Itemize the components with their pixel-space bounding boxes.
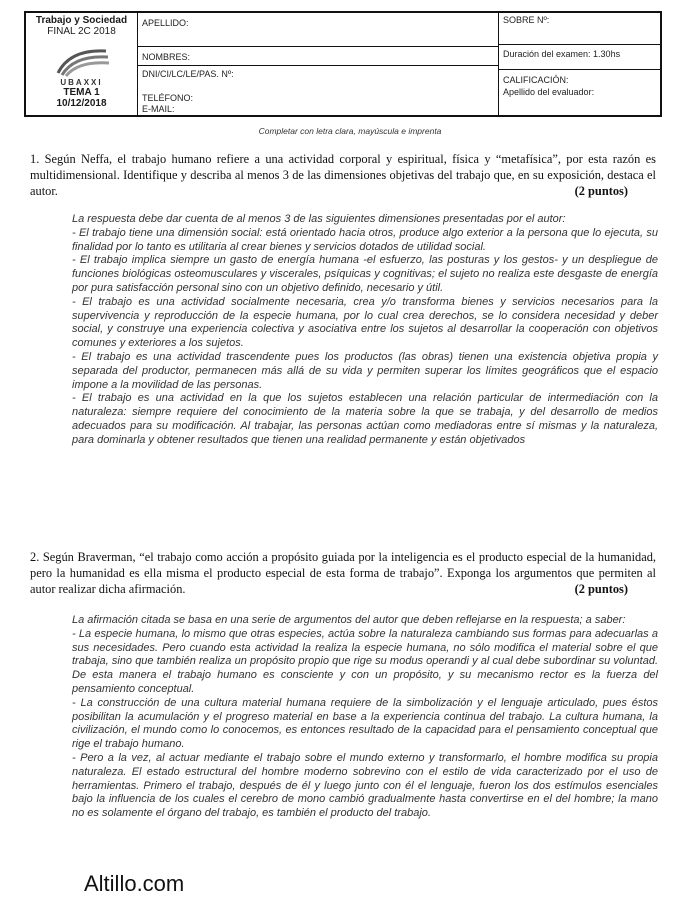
- question-2-text: 2. Según Braverman, “el trabajo como acción a propósito guiada por la inteligencia es el producto especial de la humanidad, pero la humanidad es ella misma el producto especial de esta forma de trabajo”. Exponga los argumentos que permiten al autor realizar dicha afirmación.: [30, 550, 656, 596]
- exam-header: [24, 11, 662, 117]
- course-name: Trabajo y Sociedad: [35, 15, 128, 26]
- apellido-field[interactable]: APELLIDO:: [142, 18, 189, 28]
- exam-info-column: [499, 13, 660, 115]
- answer-paragraph: - La especie humana, lo mismo que otras especies, actúa sobre la naturaleza cambiando sus formas para adecuarlas a sus necesidades. Pero cuando esta actividad la realiza la especie humana, no sólo modifica el material sobre el que trabaja, sino que también realiza un propósito propio que rige su modus operandi y al cual debe subordinar su voluntad. De esta manera el trabajo humano es consciente y con un propósito, y su mecanismo rector es la fuerza del pensamiento conceptual.: [72, 627, 658, 695]
- question-1-points: (2 puntos): [574, 184, 628, 198]
- nombres-field[interactable]: NOMBRES:: [142, 52, 191, 62]
- answer-paragraph: La afirmación citada se basa en una serie de argumentos del autor que deben reflejarse en la respuesta; a saber:: [72, 614, 626, 626]
- answer-paragraph: - Pero a la vez, al actuar mediante el trabajo sobre el mundo externo y transformarlo, el hombre modifica su propia naturaleza. El estado estructural del hombre moderno sobrevino con el estilo de vida caracterizado por el uso de herramientas. Primero el trabajo, después de él y luego junto con él el lenguaje, fueron los dos estímulos esenciales bajo la influencia de los cuales el cerebro de mono cambió gradualmente hasta convertirse en el del hombre; la mano no es solamente el órgano del trabajo, es también el producto del trabajo.: [72, 751, 658, 820]
- student-data-column: [138, 13, 499, 115]
- telefono-field[interactable]: TELÉFONO:: [142, 93, 194, 103]
- answer-paragraph: - El trabajo es una actividad en la que los sujetos establecen una relación particular de intermediación con la naturaleza: siempre requiere del conocimiento de la materia sobre la que se trabaja, y del desarrollo de medios adecuados para su modificación. Al trabajar, las personas actúan como mediadoras entre sí mismas y la naturaleza, para dominarla y obtener resultados que tienen una realidad permanente y están objetivados: [72, 392, 658, 446]
- answer-2: [72, 614, 658, 821]
- answer-paragraph: - El trabajo implica siempre un gasto de energía humana -el esfuerzo, las posturas y los gestos- y un despliegue de funciones biológicas osteomusculares y viscerales, psíquicas y cognitivas; el sujeto no realiza este desgaste de energía por pura satisfacción personal sino con un objetivo definido, necesario y útil.: [72, 254, 658, 294]
- logo-column: [26, 13, 138, 115]
- exam-name: FINAL 2C 2018: [47, 26, 116, 37]
- evaluador-field[interactable]: Apellido del evaluador:: [503, 87, 595, 97]
- sobre-field[interactable]: SOBRE Nº:: [503, 15, 550, 25]
- answer-1: [72, 213, 658, 448]
- question-2-points: (2 puntos): [574, 582, 628, 596]
- answer-paragraph: - El trabajo tiene una dimensión social: está orientado hacia otros, produce algo exterior a la persona que lo ejecuta, su finalidad por lo tanto es utilitaria al crear bienes y servicios dotados de utilidad social.: [72, 226, 658, 253]
- calificacion-field[interactable]: CALIFICACIÓN:: [503, 75, 569, 85]
- answer-paragraph: - El trabajo es una actividad trascendente pues los productos (las obras) tienen una existencia objetiva propia y separada del productor, permanecen más allá de su vida y permiten superar los límites geográficos que el espacio impone a la movilidad de las personas.: [72, 350, 658, 391]
- question-1: [30, 151, 656, 199]
- question-1-text: 1. Según Neffa, el trabajo humano refiere a una actividad corporal y espiritual, física y “metafísica”, por esta razón es multidimensional. Identifique y describa al menos 3 de las dimensiones objetivas del trabajo que, en su exposición, destaca el autor.: [30, 152, 656, 198]
- answer-paragraph: - La construcción de una cultura material humana requiere de la simbolización y el lenguaje articulado, pues éstos posibilitan la acumulación y el progreso material en base a la experiencia continua del trabajo. La cultura humana, la civilización, el mundo como lo conocemos, es entonces resultado de la capacidad para el pensamiento conceptual que rige el trabajo humano.: [72, 696, 658, 751]
- tema-label: TEMA 1: [63, 87, 100, 98]
- logo-word: UBAXXI: [60, 78, 103, 87]
- instruction-note: Completar con letra clara, mayúscula e imprenta: [258, 126, 442, 136]
- exam-date: 10/12/2018: [56, 98, 107, 109]
- duration-label: Duración del examen: 1.30hs: [503, 49, 621, 59]
- ubaxxi-logo-icon: [52, 45, 112, 77]
- watermark-text: Altillo.com: [84, 871, 185, 896]
- dni-field[interactable]: DNI/CI/LC/LE/PAS. Nº:: [142, 69, 234, 79]
- answer-paragraph: La respuesta debe dar cuenta de al menos 3 de las siguientes dimensiones presentadas por el autor:: [72, 213, 566, 225]
- email-field[interactable]: E-MAIL:: [142, 104, 175, 114]
- question-2: [30, 549, 656, 597]
- answer-paragraph: - El trabajo es una actividad socialmente necesaria, crea y/o transforma bienes y servicios necesarios para la supervivencia y reproducción de la especie humana, por lo cual crea derechos, se lo considera necesidad y deber social, y construye una experiencia colectiva y asociativa entre los sujetos al desarrollar la cooperación con objetivos comunes y exteriores a los sujetos.: [72, 295, 658, 350]
